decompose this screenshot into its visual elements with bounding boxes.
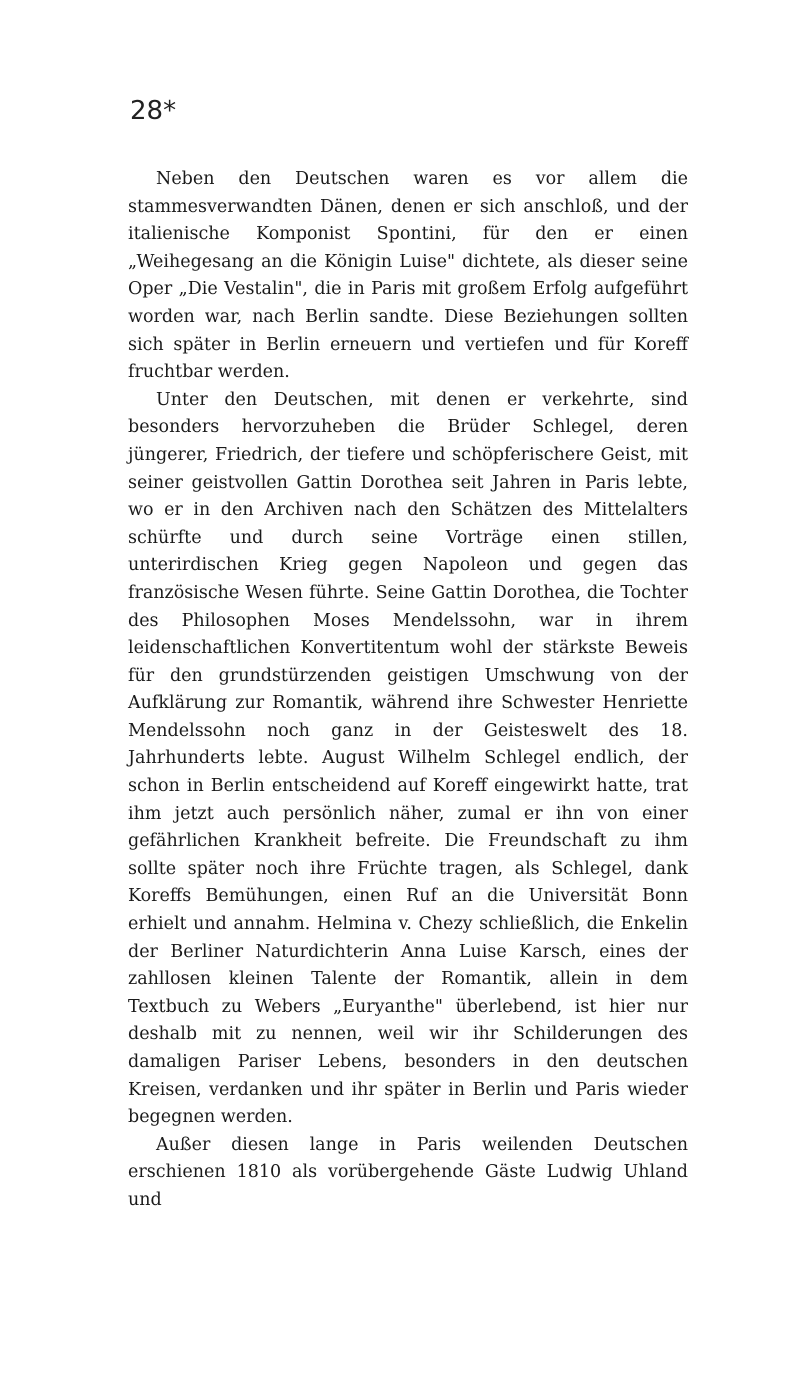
paragraph-1: Neben den Deutschen waren es vor allem die stammesverwandten Dänen, denen er sich anschloß, und der italienische Komponist Spontini, für den er einen „Weihegesang an die Königin Luise" dichtete, als dieser seine Oper „Die Vestalin", die in Paris mit großem Erfolg aufgeführt worden war, nach Berlin sandte. Diese Beziehungen sollten sich später in Berlin erneuern und vertiefen und für Koreff fruchtbar werden.	[128, 169, 688, 383]
paragraph-2: Unter den Deutschen, mit denen er verkehrte, sind besonders hervorzuheben die Brüder Schlegel, deren jüngerer, Friedrich, der tiefere und schöpferischere Geist, mit seiner geistvollen Gattin Dorothea seit Jahren in Paris lebte, wo er in den Archiven nach den Schätzen des Mittelalters schürfte und durch seine Vorträge einen stillen, unterirdischen Krieg gegen Napoleon und gegen das französische Wesen führte. Seine Gattin Dorothea, die Tochter des Philosophen Moses Mendelssohn, war in ihrem leidenschaftlichen Konvertitentum wohl der stärkste Beweis für den grundstürzenden geistigen Umschwung von der Aufklärung zur Romantik, während ihre Schwester Henriette Mendelssohn noch ganz in der Geisteswelt des 18. Jahrhunderts lebte. August Wilhelm Schlegel endlich, der schon in Berlin entscheidend auf Koreff eingewirkt hatte, trat ihm jetzt auch persönlich näher, zumal er ihn von einer gefährlichen Krankheit befreite. Die Freundschaft zu ihm sollte später noch ihre Früchte tragen, als Schlegel, dank Koreffs Bemühungen, einen Ruf an die Universität Bonn erhielt und annahm. Helmina v. Chezy schließlich, die Enkelin der Berliner Naturdichterin Anna Luise Karsch, eines der zahllosen kleinen Talente der Romantik, allein in dem Textbuch zu Webers „Euryanthe" überlebend, ist hier nur deshalb mit zu nennen, weil wir ihr Schilderungen des damaligen Pariser Lebens, besonders in den deutschen Kreisen, verdanken und ihr später in Berlin und Paris wieder begegnen werden.	[128, 389, 688, 1128]
page-number: 28*	[130, 96, 177, 126]
paragraph-3: Außer diesen lange in Paris weilenden Deutschen erschienen 1810 als vorübergehende Gäste Ludwig Uhland und	[128, 1134, 688, 1210]
body-text	[128, 166, 688, 1215]
